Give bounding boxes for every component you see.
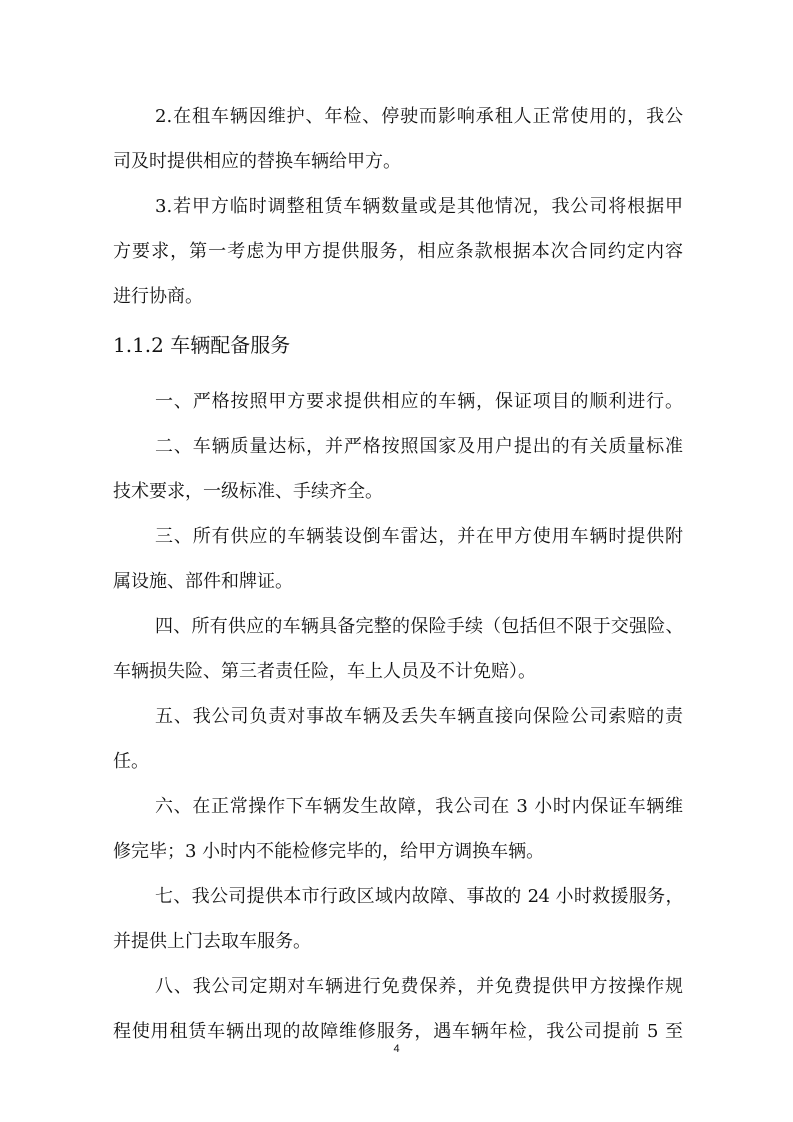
item-3-line-1: 3.若甲方临时调整租赁车辆数量或是其他情况，我公司将根据甲 bbox=[155, 196, 683, 217]
clause-7-line-2: 并提供上门去取车服务。 bbox=[113, 931, 311, 952]
item-2-line-1: 2.在租车辆因维护、年检、停驶而影响承租人正常使用的，我公 bbox=[155, 106, 683, 127]
clause-3-line-2: 属设施、部件和牌证。 bbox=[113, 571, 293, 592]
item-3-line-2: 方要求，第一考虑为甲方提供服务，相应条款根据本次合同约定内容 bbox=[113, 241, 683, 262]
clause-4-line-2: 车辆损失险、第三者责任险，车上人员及不计免赔）。 bbox=[113, 661, 536, 682]
clause-3-line-1: 三、所有供应的车辆装设倒车雷达，并在甲方使用车辆时提供附 bbox=[155, 526, 683, 547]
page-number: 4 bbox=[393, 1043, 400, 1055]
clause-5-line-2: 任。 bbox=[113, 751, 149, 772]
clause-2-line-1: 二、车辆质量达标，并严格按照国家及用户提出的有关质量标准 bbox=[155, 436, 683, 457]
item-3-line-3: 进行协商。 bbox=[113, 286, 203, 307]
clause-8-line-1: 八、我公司定期对车辆进行免费保养，并免费提供甲方按操作规 bbox=[155, 976, 683, 997]
clause-4-line-1: 四、所有供应的车辆具备完整的保险手续（包括但不限于交强险、 bbox=[155, 616, 683, 637]
clause-7-line-1: 七、我公司提供本市行政区域内故障、事故的 24 小时救援服务， bbox=[155, 886, 683, 907]
clause-5-line-1: 五、我公司负责对事故车辆及丢失车辆直接向保险公司索赔的责 bbox=[155, 706, 683, 727]
clause-6-line-1: 六、在正常操作下车辆发生故障，我公司在 3 小时内保证车辆维 bbox=[155, 796, 683, 817]
clause-8-line-2: 程使用租赁车辆出现的故障维修服务，遇车辆年检，我公司提前 5 至 bbox=[113, 1021, 683, 1042]
item-2-line-2: 司及时提供相应的替换车辆给甲方。 bbox=[113, 151, 401, 172]
clause-6-line-2: 修完毕；3 小时内不能检修完毕的，给甲方调换车辆。 bbox=[113, 841, 545, 862]
clause-2-line-2: 技术要求，一级标准、手续齐全。 bbox=[113, 481, 383, 502]
section-heading: 1.1.2 车辆配备服务 bbox=[113, 333, 291, 357]
clause-1-line-1: 一、严格按照甲方要求提供相应的车辆，保证项目的顺利进行。 bbox=[155, 391, 683, 412]
